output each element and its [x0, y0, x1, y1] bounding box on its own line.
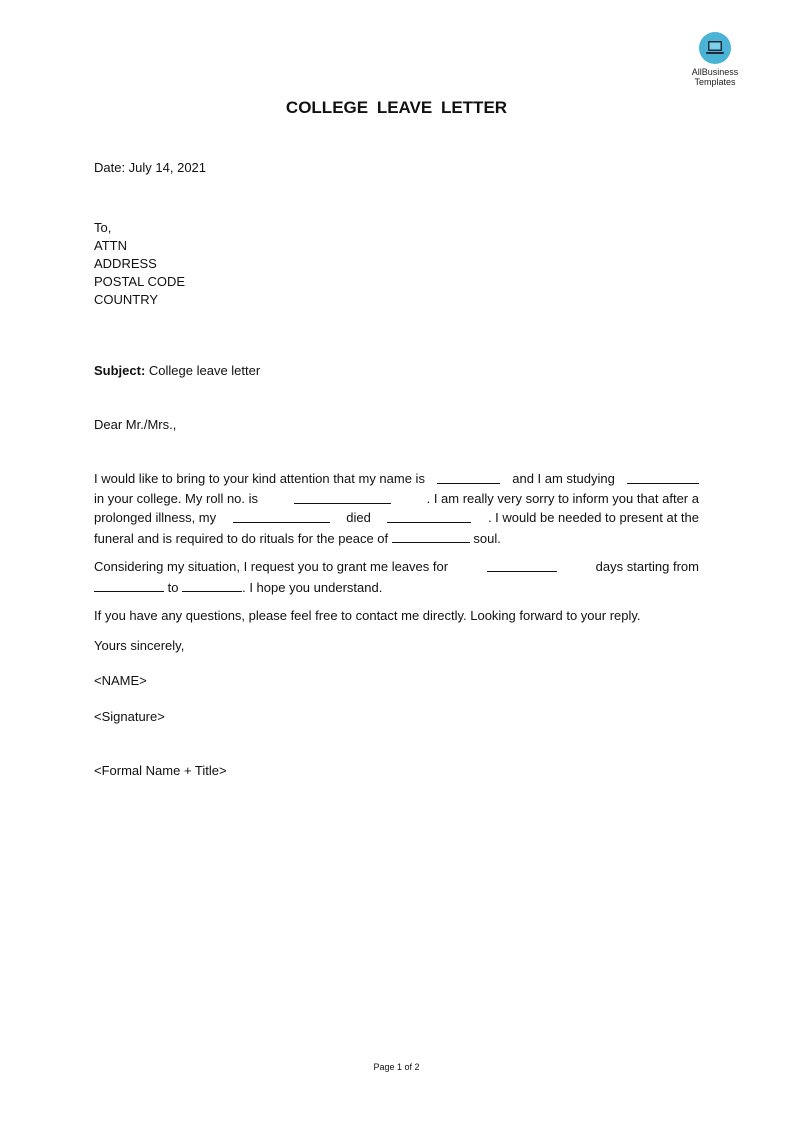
paragraph-1-row-4 [94, 528, 699, 548]
laptop-icon [699, 32, 731, 64]
para1-text-1: I would like to bring to your kind attention that my name is [94, 471, 425, 486]
roll-number-blank[interactable] [294, 489, 391, 504]
address-attn: ATTN [94, 238, 127, 253]
closing: Yours sincerely, [94, 638, 185, 653]
document-title: COLLEGE LEAVE LETTER [285, 98, 508, 117]
body-paragraph-1 [94, 469, 699, 547]
para1-text-3: in your college. My roll no. is [94, 490, 259, 506]
para1-text-4: . I am really very sorry to inform you that after a [426, 490, 699, 506]
logo-text [680, 67, 750, 87]
para2-text-1: Considering my situation, I request you to grant me leaves for [94, 559, 449, 574]
date-of-death-blank[interactable] [387, 508, 471, 523]
company-logo [680, 32, 750, 87]
relation-blank[interactable] [233, 508, 330, 523]
course-blank[interactable] [627, 469, 699, 484]
end-date-blank[interactable] [182, 577, 242, 592]
para1-text-7: . I would be needed to present at the [487, 510, 699, 525]
para2-text-3: to [167, 579, 179, 595]
person-blank[interactable] [392, 528, 470, 543]
address-postal: POSTAL CODE [94, 274, 186, 289]
paragraph-1-row-3 [94, 508, 699, 528]
name-blank[interactable] [437, 469, 500, 484]
paragraph-2-row-2 [94, 577, 699, 597]
paragraph-1-row-2 [94, 489, 699, 509]
logo-line-2: Templates [694, 77, 736, 87]
paragraph-2-row-1 [94, 557, 699, 577]
logo-line-1: AllBusiness [691, 67, 739, 77]
subject-value: College leave letter [145, 363, 261, 378]
address-street: ADDRESS [94, 256, 157, 271]
para1-text-2: and I am studying [512, 471, 615, 486]
para1-text-8: funeral and is required to do rituals for the peace of [94, 530, 389, 546]
salutation: Dear Mr./Mrs., [94, 417, 177, 432]
para1-text-9: soul. [473, 530, 501, 546]
page-number: Page 1 of 2 [373, 1062, 420, 1072]
para1-text-6: died [346, 510, 371, 525]
signature: <Signature> [94, 709, 165, 724]
formal-name-title: <Formal Name + Title> [94, 763, 227, 778]
body-paragraph-2 [94, 557, 699, 596]
para2-text-2: days starting from [595, 559, 699, 574]
para1-text-5: prolonged illness, my [94, 510, 217, 525]
start-date-blank[interactable] [94, 577, 164, 592]
body-paragraph-3: If you have any questions, please feel free to contact me directly. Looking forward to your reply. [94, 608, 641, 623]
address-country: COUNTRY [94, 292, 159, 307]
subject-line [94, 362, 260, 380]
para2-text-4: . I hope you understand. [242, 579, 383, 595]
days-blank[interactable] [487, 557, 557, 572]
paragraph-1-row-1 [94, 469, 699, 489]
subject-label: Subject: [94, 363, 146, 378]
address-to: To, [94, 220, 112, 235]
sender-name: <NAME> [94, 673, 147, 688]
date-line: Date: July 14, 2021 [94, 160, 207, 175]
